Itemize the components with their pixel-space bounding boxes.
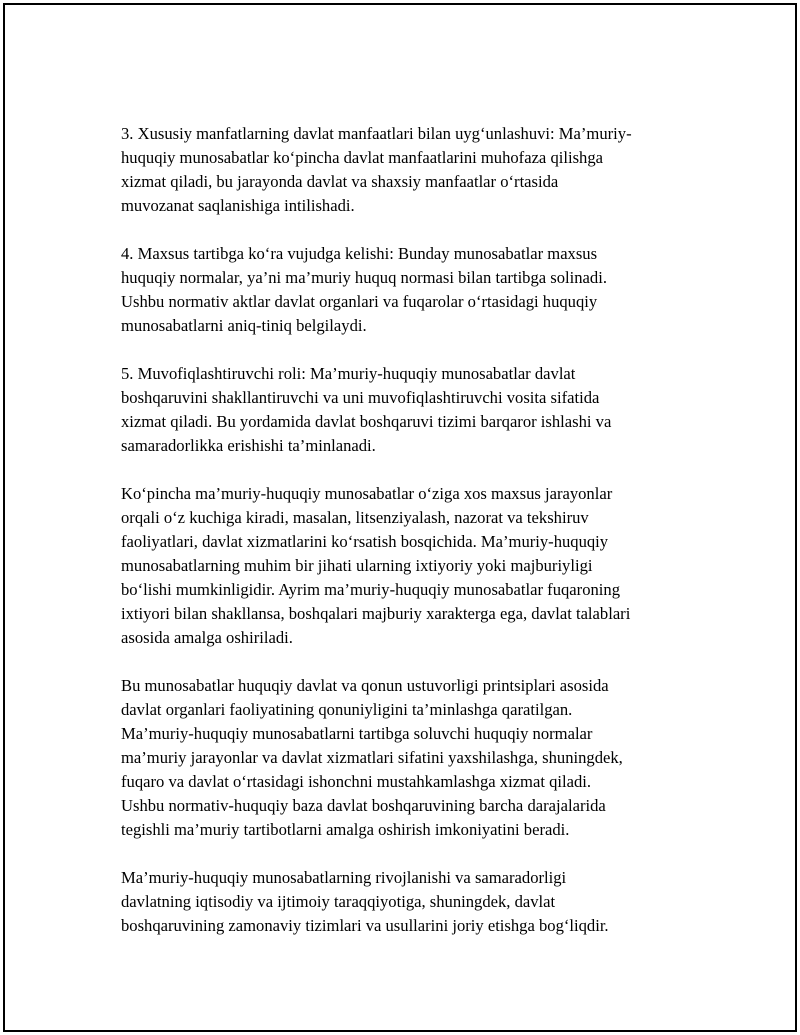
paragraph-4-special-regulation <box>121 242 681 338</box>
text-line: munosabatlarning muhim bir jihati ularning ixtiyoriy yoki majburiyligi <box>121 556 593 575</box>
text-line: bo‘lishi mumkinligidir. Ayrim ma’muriy-huquqiy munosabatlar fuqaroning <box>121 580 620 599</box>
text-line: Ushbu normativ aktlar davlat organlari va fuqarolar o‘rtasidagi huquqiy <box>121 292 598 311</box>
text-line: faoliyatlari, davlat xizmatlarini ko‘rsatish bosqichida. Ma’muriy-huquqiy <box>121 532 609 551</box>
text-line: davlat organlari faoliyatining qonuniyligini ta’minlashga qaratilgan. <box>121 700 573 719</box>
text-line: munosabatlarni aniq-tiniq belgilaydi. <box>121 316 367 335</box>
text-line: orqali o‘z kuchiga kiradi, masalan, litsenziyalash, nazorat va tekshiruv <box>121 508 589 527</box>
page-frame <box>3 3 797 1032</box>
text-line: boshqaruvini shakllantiruvchi va uni muvofiqlashtiruvchi vosita sifatida <box>121 388 600 407</box>
text-line: Ma’muriy-huquqiy munosabatlarning rivojlanishi va samaradorligi <box>121 868 567 887</box>
text-line: tegishli ma’muriy tartibotlarni amalga oshirish imkoniyatini beradi. <box>121 820 570 839</box>
paragraph-special-processes <box>121 482 681 650</box>
text-line: Ushbu normativ-huquqiy baza davlat boshqaruvining barcha darajalarida <box>121 796 606 815</box>
text-line: 3. Xususiy manfatlarning davlat manfaatlari bilan uyg‘unlashuvi: Ma’muriy- <box>121 124 632 143</box>
text-line: 5. Muvofiqlashtiruvchi roli: Ma’muriy-huquqiy munosabatlar davlat <box>121 364 576 383</box>
text-line: boshqaruvining zamonaviy tizimlari va usullarini joriy etishga bog‘liqdir. <box>121 916 609 935</box>
paragraph-development <box>121 866 681 938</box>
text-line: 4. Maxsus tartibga ko‘ra vujudga kelishi: Bunday munosabatlar maxsus <box>121 244 598 263</box>
text-line: samaradorlikka erishishi ta’minlanadi. <box>121 436 376 455</box>
paragraph-5-coordinating-role <box>121 362 681 458</box>
text-line: xizmat qiladi. Bu yordamida davlat boshqaruvi tizimi barqaror ishlashi va <box>121 412 612 431</box>
paragraph-3-interests <box>121 122 681 218</box>
text-line: muvozanat saqlanishiga intilishadi. <box>121 196 355 215</box>
document-body <box>121 122 681 962</box>
paragraph-rule-of-law <box>121 674 681 842</box>
text-line: ma’muriy jarayonlar va davlat xizmatlari sifatini yaxshilashga, shuningdek, <box>121 748 623 767</box>
text-line: fuqaro va davlat o‘rtasidagi ishonchni mustahkamlashga xizmat qiladi. <box>121 772 592 791</box>
text-line: xizmat qiladi, bu jarayonda davlat va shaxsiy manfaatlar o‘rtasida <box>121 172 559 191</box>
text-line: huquqiy normalar, ya’ni ma’muriy huquq normasi bilan tartibga solinadi. <box>121 268 607 287</box>
text-line: Bu munosabatlar huquqiy davlat va qonun ustuvorligi printsiplari asosida <box>121 676 609 695</box>
text-line: asosida amalga oshiriladi. <box>121 628 293 647</box>
text-line: ixtiyori bilan shakllansa, boshqalari majburiy xarakterga ega, davlat talablari <box>121 604 631 623</box>
text-line: Ko‘pincha ma’muriy-huquqiy munosabatlar o‘ziga xos maxsus jarayonlar <box>121 484 613 503</box>
text-line: Ma’muriy-huquqiy munosabatlarni tartibga soluvchi huquqiy normalar <box>121 724 593 743</box>
text-line: huquqiy munosabatlar ko‘pincha davlat manfaatlarini muhofaza qilishga <box>121 148 603 167</box>
text-line: davlatning iqtisodiy va ijtimoiy taraqqiyotiga, shuningdek, davlat <box>121 892 556 911</box>
